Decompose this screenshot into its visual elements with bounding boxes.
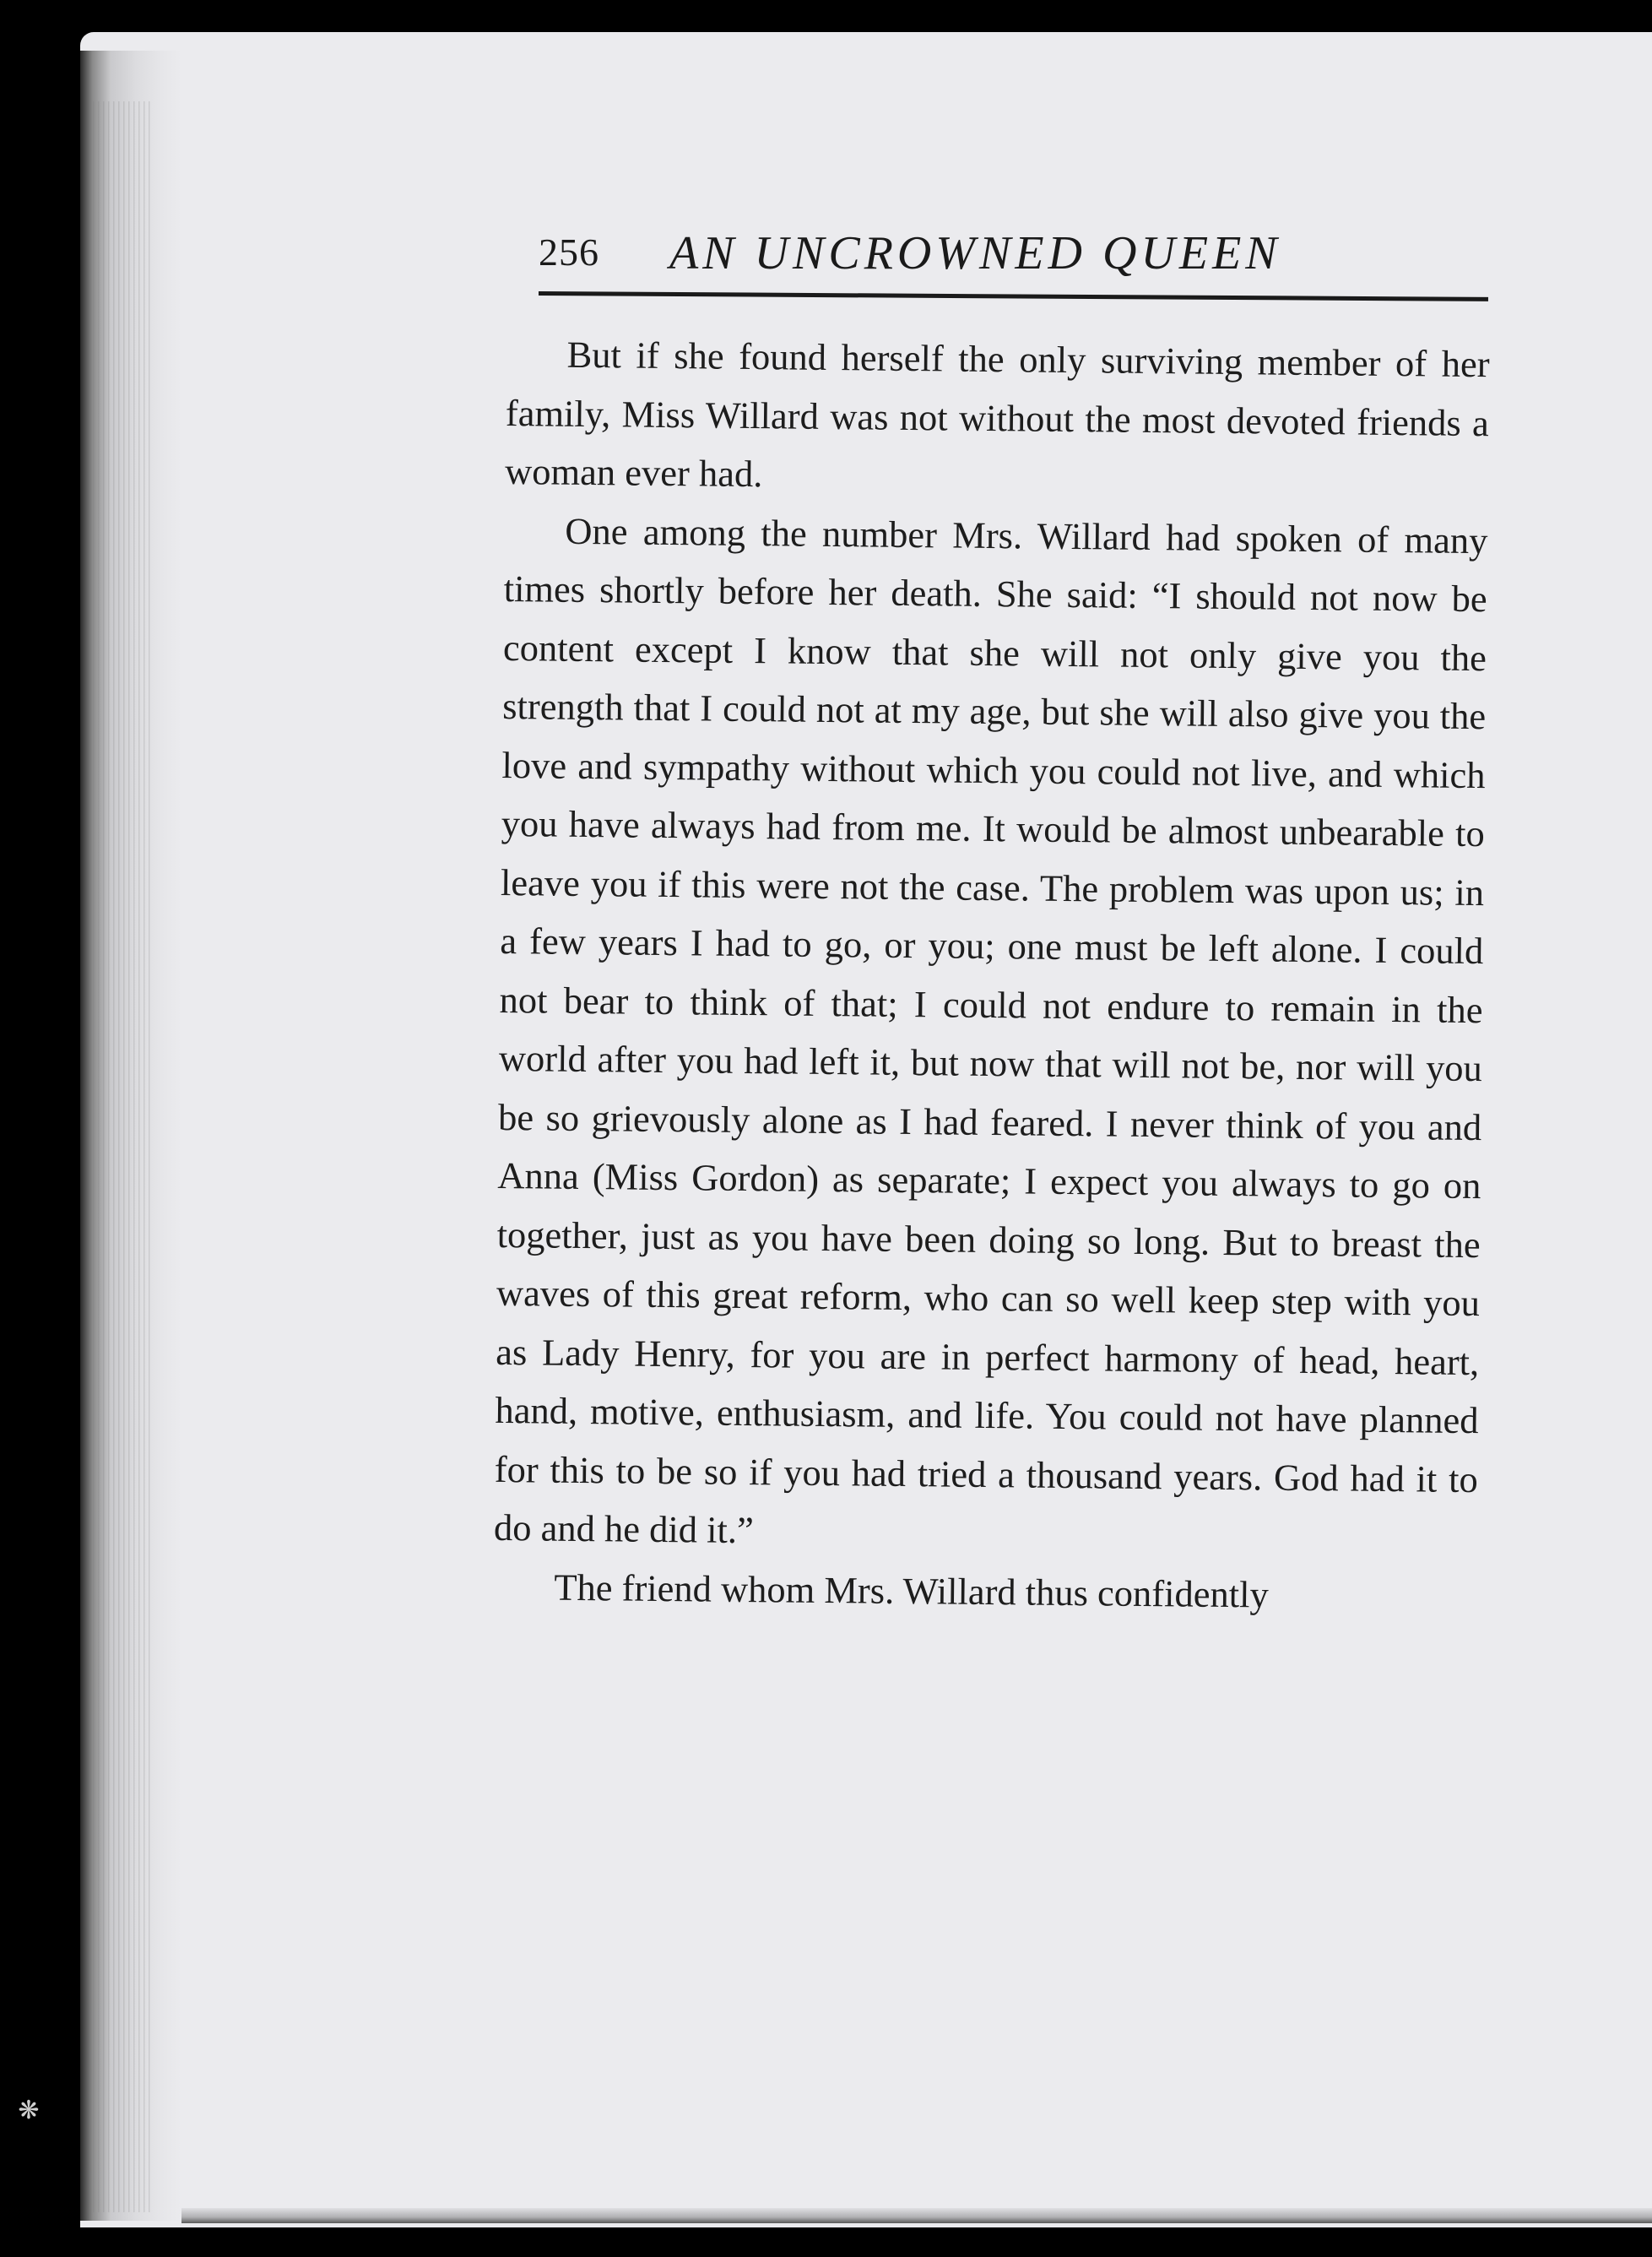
scan-bottom-border: [80, 2227, 1652, 2257]
body-text: [493, 325, 1490, 1626]
page-bottom-edge: [181, 2208, 1652, 2223]
page-number: 256: [539, 231, 599, 274]
paragraph: One among the number Mrs. Willard had spoken of many times shortly before her death. She said: “I should not now be content except I know that she will not only give you the strength that I could not at my age, but she will also give you the love and sympathy without which you could not live, and which you have always had from me. It would be almost unbearable to leave you if this were not the case. The problem was upon us; in a few years I had to go, or you; one must be left alone. I could not bear to think of that; I could not endure to remain in the world after you had left it, but now that will not be, nor will you be so grievously alone as I had feared. I never think of you and Anna (Miss Gordon) as separate; I expect you always to go on together, just as you have been doing so long. But to breast the waves of this great reform, who can so well keep step with you as Lady Henry, for you are in perfect harmony of head, heart, hand, motive, enthusiasm, and life. You could not have planned for this to be so if you had tried a thousand years. God had it to do and he did it.”: [493, 509, 1488, 1552]
paragraph: But if she found herself the only surviving member of her family, Miss Willard was not without the most devoted friends a woman ever had.: [504, 333, 1490, 496]
running-head: [539, 221, 1488, 297]
scan-speck-icon: ❋: [18, 2097, 40, 2124]
book-title: AN UNCROWNED QUEEN: [669, 227, 1281, 279]
paragraph: The friend whom Mrs. Willard thus confidently: [554, 1565, 1270, 1616]
page-stack-edges: [93, 101, 152, 2212]
